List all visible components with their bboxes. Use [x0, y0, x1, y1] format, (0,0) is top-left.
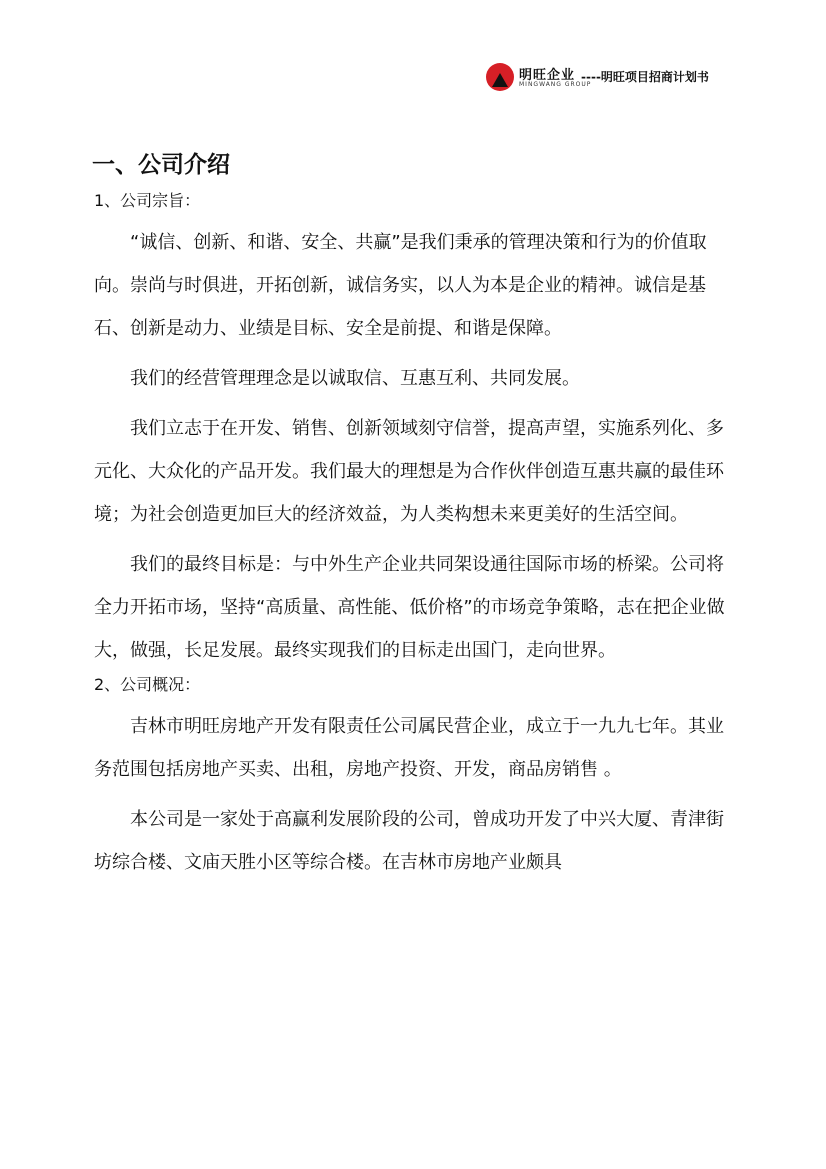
- document-body: [94, 184, 739, 891]
- document-title: ----明旺项目招商计划书: [581, 70, 709, 84]
- paragraph: 我们的最终目标是：与中外生产企业共同架设通往国际市场的桥梁。公司将全力开拓市场，坚持“高质量、高性能、低价格”的市场竞争策略，志在把企业做大，做强，长足发展。最终实现我们的目标走出国门，走向世界。: [94, 554, 725, 661]
- subheading-overview: 2、公司概况：: [94, 675, 201, 694]
- paragraph: 吉林市明旺房地产开发有限责任公司属民营企业，成立于一九九七年。其业务范围包括房地产买卖、出租，房地产投资、开发，商品房销售 。: [94, 716, 724, 780]
- paragraph: 我们立志于在开发、销售、创新领域刻守信誉，提高声望，实施系列化、多元化、大众化的产品开发。我们最大的理想是为合作伙伴创造互惠共赢的最佳环境；为社会创造更加巨大的经济效益，为人类构想未来更美好的生活空间。: [94, 418, 724, 525]
- section-title: 一、公司介绍: [92, 152, 230, 178]
- paragraph: 本公司是一家处于高赢利发展阶段的公司，曾成功开发了中兴大厦、青津街坊综合楼、文庙天胜小区等综合楼。在吉林市房地产业颇具: [94, 809, 724, 873]
- logo-name-en: MINGWANG GROUP: [519, 81, 592, 88]
- page-header: [486, 60, 736, 96]
- company-logo-icon: [486, 63, 514, 91]
- subheading-purpose: 1、公司宗旨：: [94, 191, 201, 210]
- paragraph: “诚信、创新、和谐、安全、共赢”是我们秉承的管理决策和行为的价值取向。崇尚与时俱进，开拓创新，诚信务实，以人为本是企业的精神。诚信是基石、创新是动力、业绩是目标、安全是前提、和谐是保障。: [94, 232, 707, 339]
- logo-name-cn: 明旺企业: [519, 68, 576, 83]
- paragraph: 我们的经营管理理念是以诚取信、互惠互利、共同发展。: [130, 368, 580, 389]
